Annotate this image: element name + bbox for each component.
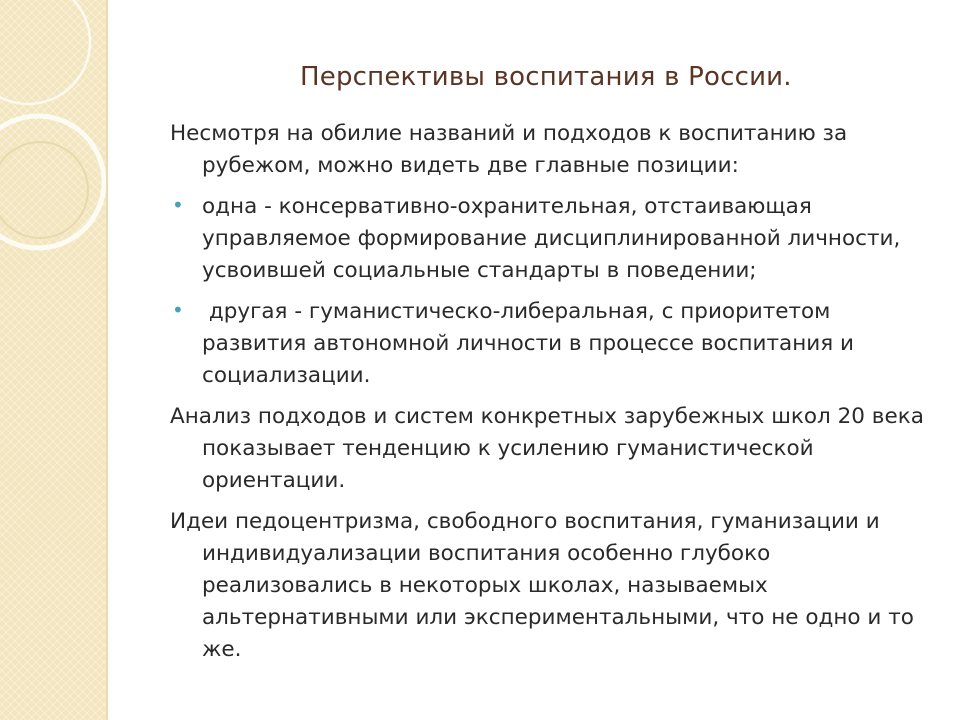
slide-body [170, 118, 940, 666]
intro-paragraph: Несмотря на обилие названий и подходов к воспитанию за рубежом, можно видеть две главные позиции: [170, 121, 848, 178]
analysis-paragraph: Анализ подходов и систем конкретных зарубежных школ 20 века показывает тенденцию к усилению гуманистической ориентации. [170, 404, 924, 493]
decorative-sidebar [0, 0, 106, 720]
bullet-item [170, 191, 940, 287]
sidebar-divider [106, 0, 108, 720]
bullet-dot-icon: • [172, 298, 184, 322]
ideas-paragraph: Идеи педоцентризма, свободного воспитания, гуманизации и индивидуализации воспитания особенно глубоко реализовались в некоторых школах, называемых альтернативными или экспериментальными, что не одно и то же. [170, 509, 914, 662]
bullet-text-conservative: одна - консервативно-охранительная, отстаивающая управляемое формирование дисциплинированной личности, усвоившей социальные стандарты в поведении; [202, 194, 901, 283]
decorative-rings [0, 0, 106, 720]
bullet-dot-icon: • [172, 193, 184, 217]
slide-title: Перспективы воспитания в России. [300, 62, 792, 92]
bullet-item [170, 296, 940, 392]
bullet-text-humanistic: другая - гуманистическо-либеральная, с приоритетом развития автономной личности в процессе воспитания и социализации. [202, 299, 861, 388]
